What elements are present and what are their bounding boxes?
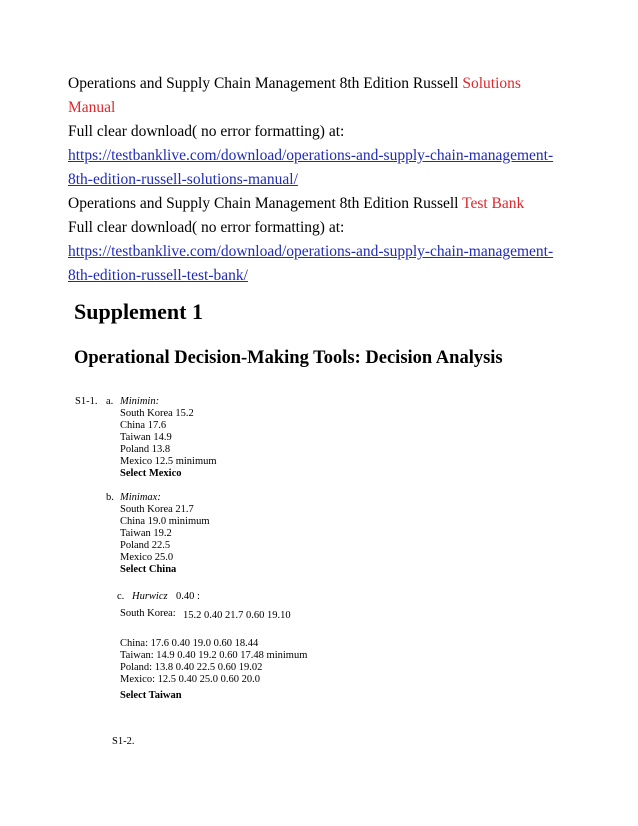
part-b-label: Minimax: [120, 492, 161, 503]
part-c-alpha: 0.40 : [176, 591, 200, 602]
test-bank-link-part-2[interactable]: 8th-edition-russell-test-bank/ [68, 267, 248, 284]
part-a-label: Minimin: [120, 396, 160, 407]
solutions-manual-link[interactable] [68, 144, 568, 192]
header-test-bank-label: Test Bank [462, 195, 525, 212]
part-a-letter: a. [106, 396, 114, 407]
part-a-line: Mexico 12.5 minimum [120, 456, 217, 467]
part-a-selection: Select Mexico [120, 468, 182, 479]
part-c-south-korea-values: 15.2 0.40 21.7 0.60 19.10 [183, 610, 291, 621]
part-c-selection: Select Taiwan [120, 690, 182, 701]
supplement-title: Supplement 1 [74, 299, 203, 324]
part-a-line: Taiwan 14.9 [120, 432, 172, 443]
part-a-line: China 17.6 [120, 420, 167, 431]
problem-number-s1-1: S1-1. [75, 396, 98, 407]
test-bank-link[interactable] [68, 240, 568, 288]
part-b-line: Poland 22.5 [120, 540, 171, 551]
header-title-text: Operations and Supply Chain Management 8th Edition Russell [68, 75, 463, 92]
header-solutions-label: Solutions [462, 75, 521, 92]
part-c-line: Poland: 13.8 0.40 22.5 0.60 19.02 [120, 662, 263, 673]
part-b-letter: b. [106, 492, 114, 503]
header-title-text-2: Operations and Supply Chain Management 8th Edition Russell [68, 195, 463, 212]
part-c-south-korea-label: South Korea: [120, 608, 176, 619]
part-b-line: China 19.0 minimum [120, 516, 210, 527]
test-bank-link-part-1[interactable]: https://testbanklive.com/download/operations-and-supply-chain-management- [68, 243, 554, 260]
header-line-1 [68, 72, 568, 96]
solutions-link-part-1[interactable]: https://testbanklive.com/download/operations-and-supply-chain-management- [68, 147, 554, 164]
part-a-line: South Korea 15.2 [120, 408, 194, 419]
part-b-selection: Select China [120, 564, 177, 575]
part-c-line: Taiwan: 14.9 0.40 19.2 0.60 17.48 minimum [120, 650, 308, 661]
part-c-line: China: 17.6 0.40 19.0 0.60 18.44 [120, 638, 259, 649]
solutions-link-part-2[interactable]: 8th-edition-russell-solutions-manual/ [68, 171, 298, 188]
download-text-1: Full clear download( no error formatting) at: [68, 123, 345, 140]
part-c-line: Mexico: 12.5 0.40 25.0 0.60 20.0 [120, 674, 260, 685]
header-manual-label: Manual [68, 99, 116, 116]
part-b-line: Taiwan 19.2 [120, 528, 172, 539]
section-title: Operational Decision-Making Tools: Decision Analysis [74, 348, 503, 368]
part-c-label: Hurwicz [132, 591, 168, 602]
download-text-2: Full clear download( no error formatting) at: [68, 219, 345, 236]
problem-number-s1-2: S1-2. [112, 736, 135, 747]
part-a-line: Poland 13.8 [120, 444, 171, 455]
part-c-letter: c. [117, 591, 125, 602]
header-line-3 [68, 192, 568, 216]
part-b-line: South Korea 21.7 [120, 504, 194, 515]
part-b-line: Mexico 25.0 [120, 552, 174, 563]
